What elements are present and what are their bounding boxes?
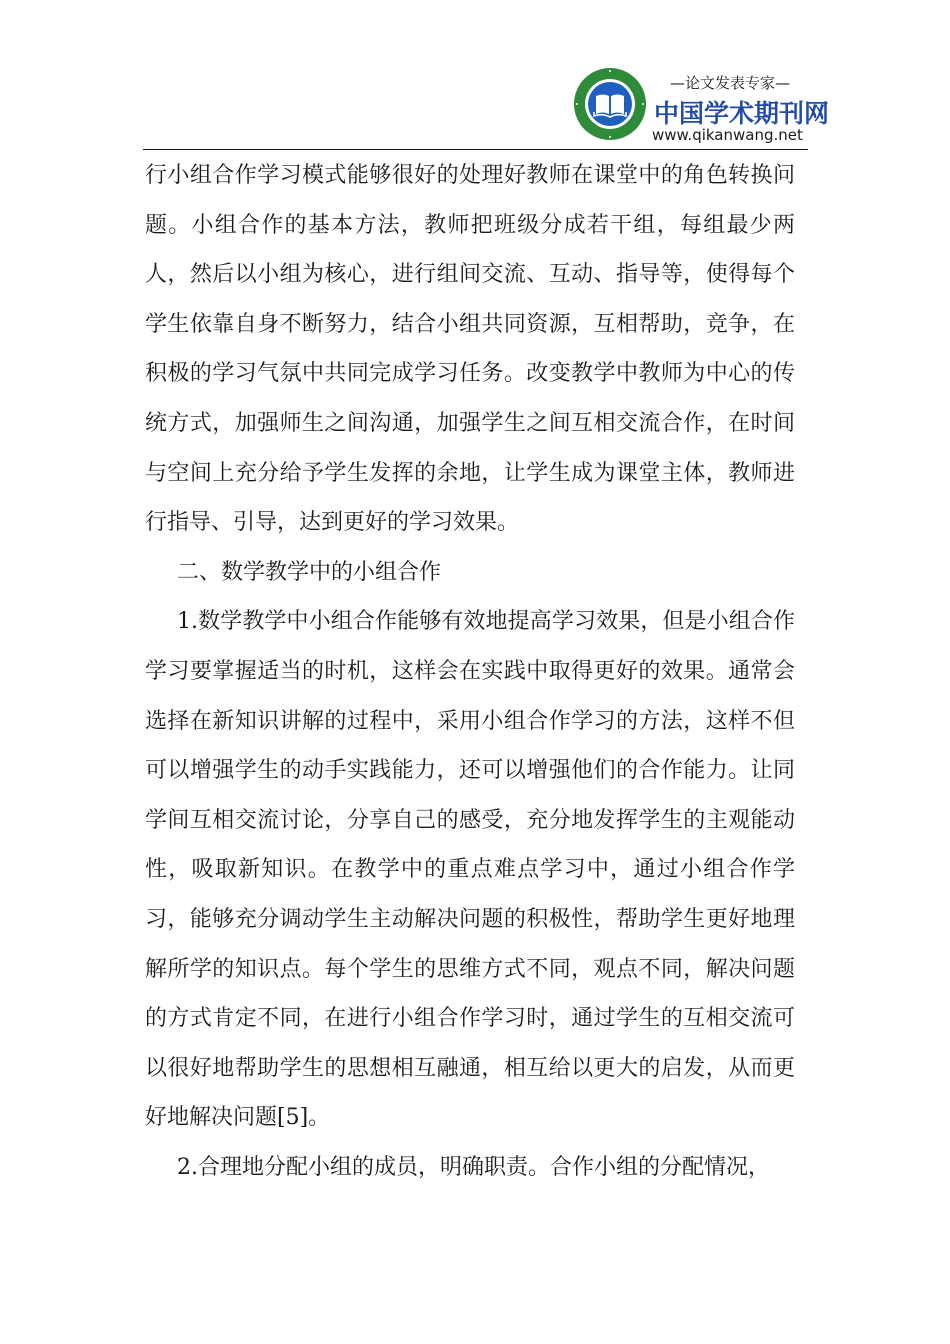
paragraph-3: 2.合理地分配小组的成员，明确职责。合作小组的分配情况， bbox=[177, 1154, 770, 1180]
section-heading: 二、数学教学中的小组合作 bbox=[177, 559, 442, 585]
paragraph-2: 1.数学教学中小组合作能够有效地提高学习效果，但是小组合作学习要掌握适当的时机，这样会在实践中取得更好的效果。通常会选择在新知识讲解的过程中，采用小组合作学习的方法，这样不但可以增强学生的动手实践能力，还可以增强他们的合作能力。让同学间互相交流讨论，分享自己的感受，充分地发挥学生的主观能动性，吸取新知识。在教学中的重点难点学习中，通过小组合作学习，能够充分调动学生主动解决问题的积极性，帮助学生更好地理解所学的知识点。每个学生的思维方式不同，观点不同，解决问题的方式肯定不同，在进行小组合作学习时，通过学生的互相交流可以很好地帮助学生的思想相互融通，相互给以更大的启发，从而更好地解决问题[5]。 bbox=[145, 609, 795, 1131]
paragraph-1: 行小组合作学习模式能够很好的处理好教师在课堂中的角色转换问题。小组合作的基本方法，教师把班级分成若干组，每组最少两人，然后以小组为核心，进行组间交流、互动、指导等，使得每个学生依靠自身不断努力，结合小组共同资源，互相帮助，竞争，在积极的学习气氛中共同完成学习任务。改变教学中教师为中心的传统方式，加强师生之间沟通，加强学生之间互相交流合作，在时间与空间上充分给予学生发挥的余地，让学生成为课堂主体，教师进行指导、引导，达到更好的学习效果。 bbox=[145, 163, 795, 536]
page-header bbox=[0, 0, 950, 152]
logo-tagline: —论文发表专家— bbox=[669, 74, 790, 92]
logo-url: www.qikanwang.net bbox=[652, 126, 803, 144]
qikanwang-seal-logo-icon bbox=[572, 66, 648, 142]
header-divider bbox=[143, 149, 808, 150]
document-body bbox=[145, 151, 795, 1192]
logo-site-name: 中国学术期刊网 bbox=[654, 99, 830, 128]
